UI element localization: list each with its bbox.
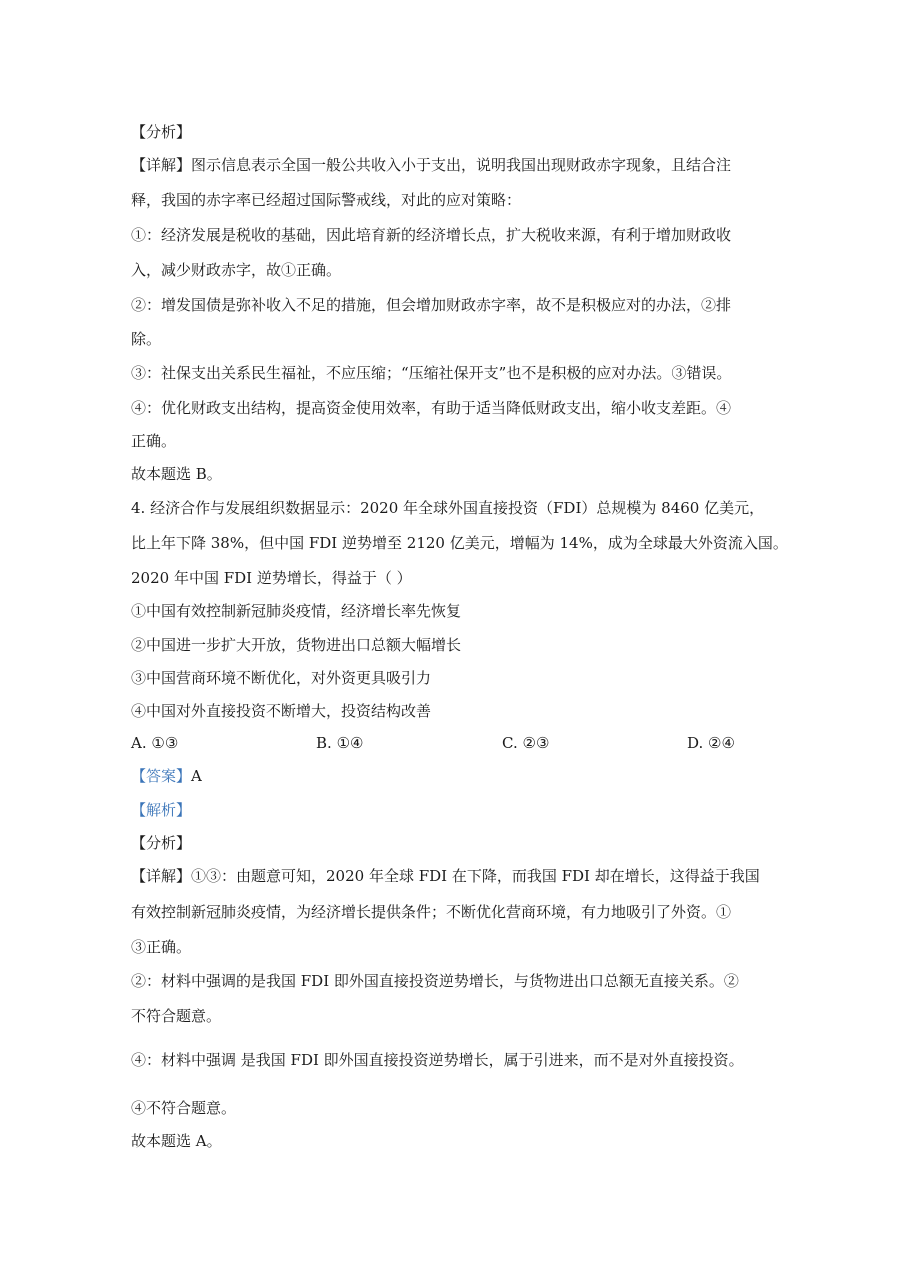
q4-answer-label: 【答案】 [131, 767, 192, 785]
q4-option-b-label: B. [316, 734, 332, 752]
q4-option-b-text: ①④ [336, 734, 364, 752]
q4-stem-line-1: 4. 经济合作与发展组织数据显示：2020 年全球外国直接投资（FDI）总规模为 8460 亿美元， [131, 499, 765, 517]
q4-option-d-label: D. [687, 734, 704, 752]
q4-option-a-text: ①③ [151, 734, 179, 752]
q4-option-c-text: ②③ [522, 734, 550, 752]
q4-option-c [502, 733, 549, 753]
q4-option-b [316, 733, 363, 753]
q4-item2-line-2: 不符合题意。 [131, 1007, 222, 1025]
q4-conclusion: 故本题选 A。 [131, 1132, 222, 1150]
q3-item1-line-1: ①：经济发展是税收的基础，因此培育新的经济增长点，扩大税收来源，有利于增加财政收 [131, 226, 732, 244]
q4-item2-line-1: ②：材料中强调的是我国 FDI 即外国直接投资逆势增长，与货物进出口总额无直接关系。② [131, 972, 739, 990]
q4-analysis-label: 【分析】 [131, 834, 192, 852]
q3-item3-line-1: ③：社保支出关系民生福祉，不应压缩；“压缩社保开支”也不是积极的应对办法。③错误。 [131, 364, 732, 382]
q4-item4-line-2: ④不符合题意。 [131, 1099, 237, 1117]
q4-statement-2: ②中国进一步扩大开放，货物进出口总额大幅增长 [131, 636, 462, 654]
q4-stem-line-2: 比上年下降 38%，但中国 FDI 逆势增至 2120 亿美元，增幅为 14%，成为全球最大外资流入国。 [131, 534, 788, 552]
q4-statement-4: ④中国对外直接投资不断增大，投资结构改善 [131, 702, 432, 720]
q4-detail-line-1: 【详解】①③：由题意可知，2020 年全球 FDI 在下降，而我国 FDI 却在增长，这得益于我国 [131, 867, 760, 885]
q4-option-d [687, 733, 735, 753]
q3-item4-line-1: ④：优化财政支出结构，提高资金使用效率，有助于适当降低财政支出，缩小收支差距。④ [131, 399, 732, 417]
q3-detail-line-1: 【详解】图示信息表示全国一般公共收入小于支出，说明我国出现财政赤字现象，且结合注 [131, 156, 732, 174]
q4-explanation-label: 【解析】 [131, 801, 192, 819]
q4-stem-line-3: 2020 年中国 FDI 逆势增长，得益于（ ） [131, 569, 412, 587]
q4-option-d-text: ②④ [708, 734, 735, 752]
q3-item2-line-2: 除。 [131, 330, 162, 348]
q4-answer-value: A [191, 767, 202, 785]
q3-conclusion: 故本题选 B。 [131, 465, 222, 483]
q4-item4-line-1: ④：材料中强调 是我国 FDI 即外国直接投资逆势增长，属于引进来，而不是对外直接投资。 [131, 1051, 744, 1069]
q4-detail-line-3: ③正确。 [131, 938, 192, 956]
q4-statement-3: ③中国营商环境不断优化，对外资更具吸引力 [131, 669, 432, 687]
q3-item4-line-2: 正确。 [131, 432, 177, 450]
q4-option-c-label: C. [502, 734, 518, 752]
q4-statement-1: ①中国有效控制新冠肺炎疫情，经济增长率先恢复 [131, 602, 462, 620]
q4-detail-line-2: 有效控制新冠肺炎疫情，为经济增长提供条件；不断优化营商环境，有力地吸引了外资。① [131, 903, 732, 921]
q3-item2-line-1: ②：增发国债是弥补收入不足的措施，但会增加财政赤字率，故不是积极应对的办法，②排 [131, 296, 732, 314]
q3-item1-line-2: 入，减少财政赤字，故①正确。 [131, 261, 342, 279]
q4-option-a [131, 733, 178, 753]
q3-detail-line-2: 释，我国的赤字率已经超过国际警戒线，对此的应对策略： [131, 191, 522, 209]
q4-option-a-label: A. [131, 734, 147, 752]
q3-analysis-label: 【分析】 [131, 123, 192, 141]
q4-answer [131, 766, 202, 786]
